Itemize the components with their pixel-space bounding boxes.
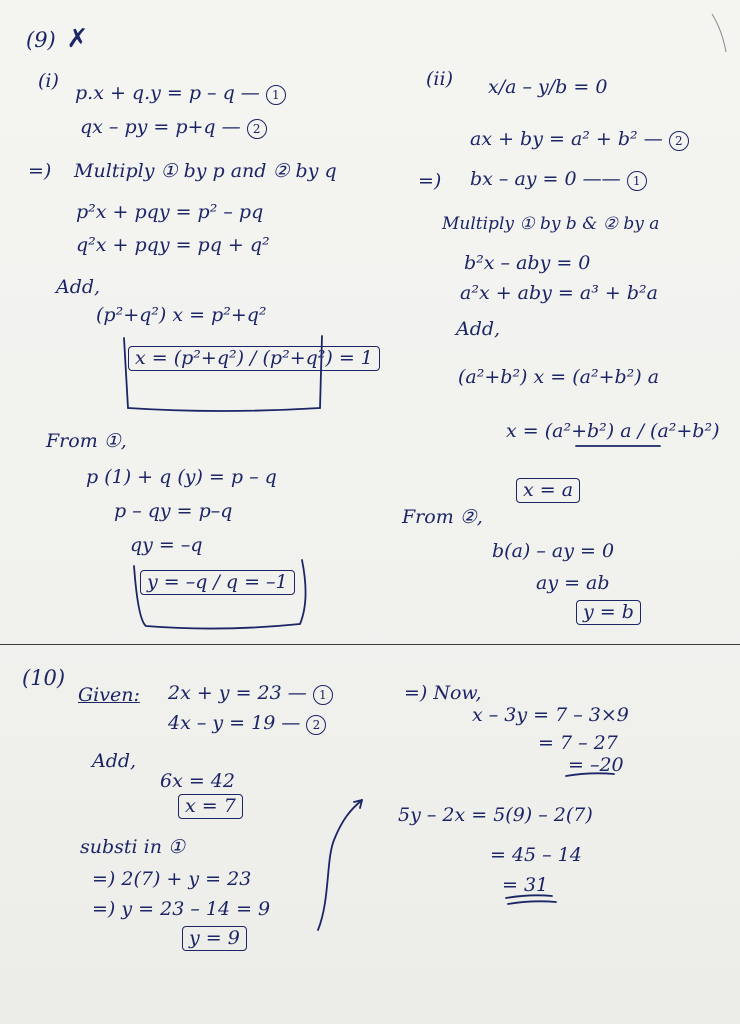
q10-eq1: 2x + y = 23 — 1 — [168, 684, 333, 705]
q9ii-m2: a²x + aby = a³ + b²a — [460, 282, 658, 304]
q9i-add-label: Add, — [56, 276, 101, 298]
q10-n1: x – 3y = 7 – 3×9 — [472, 704, 629, 726]
q9ii-x-result: x = a — [516, 478, 580, 503]
q9i-x-result: x = (p²+q²) / (p²+q²) = 1 — [128, 346, 380, 371]
q9i-eq1: p.x + q.y = p – q — 1 — [75, 84, 286, 105]
eq-ref-circle: 2 — [669, 131, 689, 151]
q9ii-eq2: ax + by = a² + b² — 2 — [470, 130, 689, 151]
q10-e2: = 45 – 14 — [490, 844, 582, 866]
q10-n3: = –20 — [568, 754, 624, 776]
q9ii-add-label: Add, — [456, 318, 501, 340]
link-arrow — [318, 800, 362, 930]
star-mark: ✗ — [66, 24, 89, 54]
q10-y-result: y = 9 — [182, 926, 247, 951]
q10-e3: = 31 — [502, 874, 549, 896]
q10-x-result: x = 7 — [178, 794, 243, 819]
eq-ref-circle: 1 — [313, 685, 333, 705]
q10-n2: = 7 – 27 — [538, 732, 618, 754]
q9ii-s2: ay = ab — [536, 572, 610, 594]
q9i-y-result: y = –q / q = –1 — [140, 570, 295, 595]
q9ii-step-prefix: =) — [418, 170, 442, 192]
q9ii-eq0: x/a – y/b = 0 — [488, 76, 608, 98]
q10-add-label: Add, — [92, 750, 137, 772]
q9ii-m1: b²x – aby = 0 — [464, 252, 591, 274]
eq-ref-circle: 2 — [247, 119, 267, 139]
q10-heading: (10) — [22, 666, 66, 690]
q9i-s3: qy = –q — [130, 534, 203, 556]
q9i-from-label: From ①, — [46, 430, 127, 452]
q10-s1: =) 2(7) + y = 23 — [92, 868, 252, 890]
answer-underline — [508, 901, 556, 904]
q10-s2: =) y = 23 – 14 = 9 — [92, 898, 271, 920]
q9i-multiply-line: Multiply ① by p and ② by q — [74, 160, 337, 182]
result-box-outline — [134, 560, 306, 629]
q9i-m1: p²x + pqy = p² – pq — [76, 201, 264, 223]
q9ii-x-step: x = (a²+b²) a / (a²+b²) — [506, 420, 720, 442]
q10-eq2: 4x – y = 19 — 2 — [168, 714, 326, 735]
q9ii-sum: (a²+b²) x = (a²+b²) a — [458, 366, 660, 388]
eq-ref-circle: 2 — [306, 715, 326, 735]
q9-part-i-label: (i) — [38, 70, 59, 92]
result-box-outline — [124, 336, 322, 411]
answer-underline — [566, 773, 614, 776]
q9ii-eq1: bx – ay = 0 —— 1 — [470, 170, 647, 191]
q9ii-s1: b(a) – ay = 0 — [492, 540, 615, 562]
q10-e1: 5y – 2x = 5(9) – 2(7) — [398, 804, 593, 826]
q9i-s2: p – qy = p–q — [114, 500, 233, 522]
q10-sum: 6x = 42 — [160, 770, 235, 792]
answer-underline — [506, 895, 552, 898]
q10-given-label: Given: — [78, 684, 140, 706]
q9ii-y-result: y = b — [576, 600, 641, 625]
q9i-m2: q²x + pqy = pq + q² — [76, 234, 270, 256]
q9i-step-prefix: =) — [28, 160, 52, 182]
q9i-eq2: qx – py = p+q — 2 — [80, 118, 267, 139]
page-edge-mark — [712, 14, 726, 52]
q9ii-multiply-line: Multiply ① by b & ② by a — [442, 214, 660, 234]
eq-ref-circle: 1 — [627, 171, 647, 191]
q9-heading: (9) ✗ — [26, 24, 89, 54]
q9ii-from-label: From ②, — [402, 506, 483, 528]
eq-ref-circle: 1 — [266, 85, 286, 105]
q9i-s1: p (1) + q (y) = p – q — [86, 466, 277, 488]
q10-now-label: =) Now, — [404, 682, 482, 704]
q9i-sum: (p²+q²) x = p²+q² — [96, 304, 267, 326]
q10-subst-label: substi in ① — [80, 836, 186, 858]
q9-part-ii-label: (ii) — [426, 68, 453, 90]
